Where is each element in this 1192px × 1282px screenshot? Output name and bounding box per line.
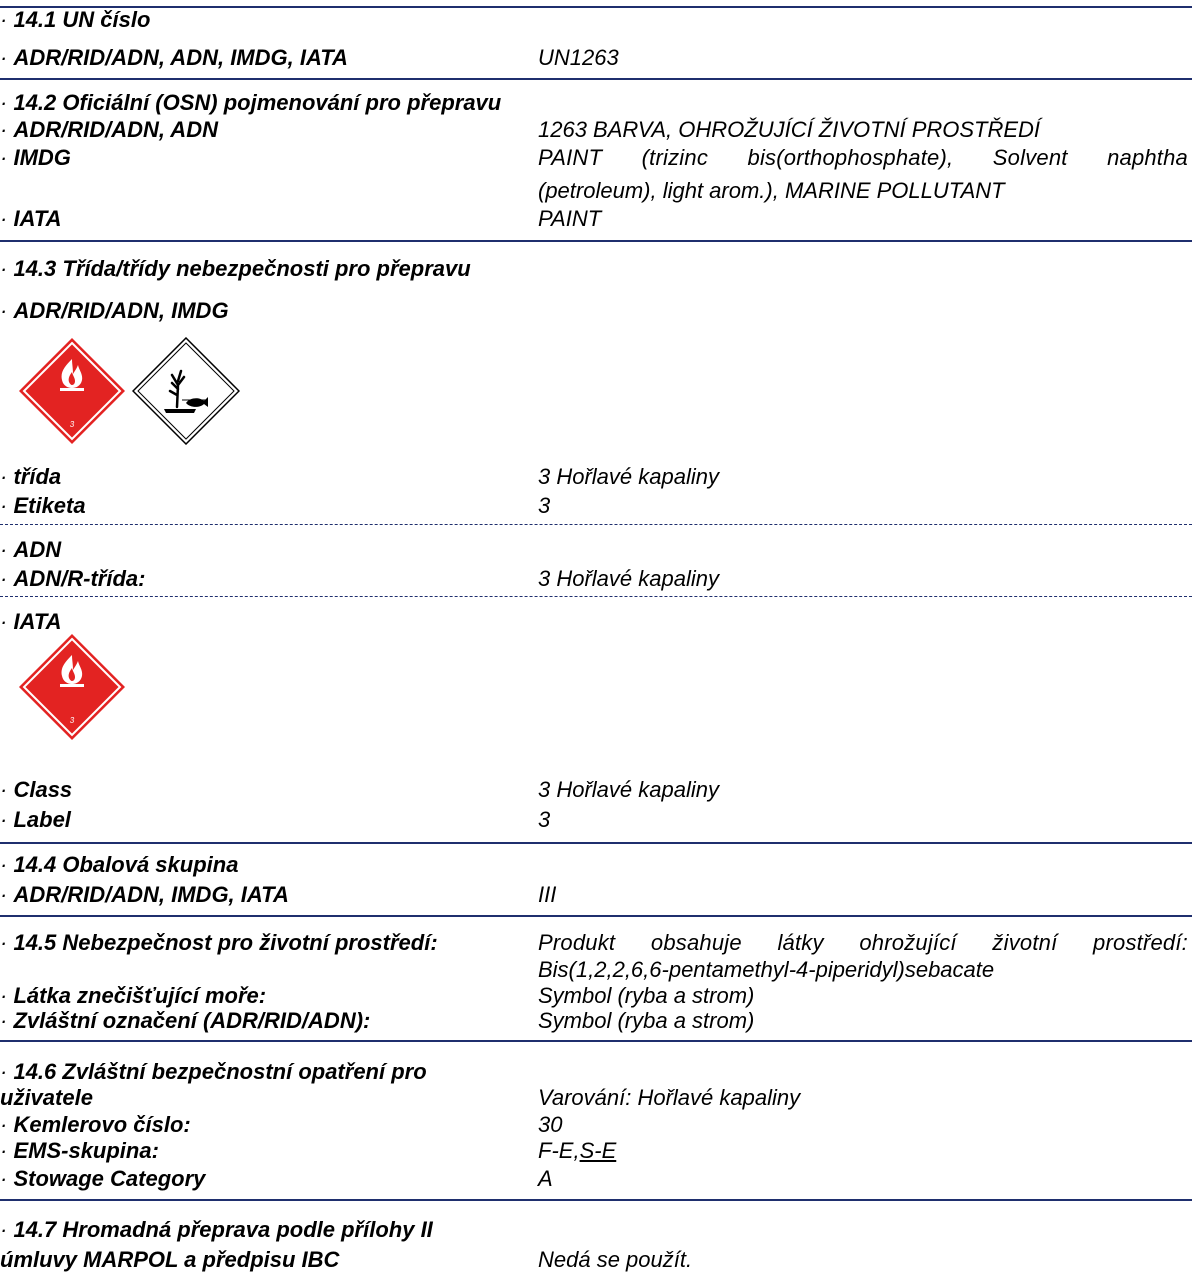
section-title-line-2: úmluvy MARPOL a předpisu IBC <box>0 1247 340 1272</box>
subsection-divider <box>0 524 1192 525</box>
section-title: 14.5 Nebezpečnost pro životní prostředí: <box>13 930 438 955</box>
field-row-continuation <box>0 958 1192 982</box>
field-row-continuation <box>0 179 1192 203</box>
field-row: · Zvláštní označení (ADR/RID/ADN): Symbol (ryba a strom) <box>0 1008 755 1033</box>
section-title-line-2: uživatele <box>0 1085 93 1110</box>
subsection-divider <box>0 596 1192 597</box>
field-value: UN1263 <box>538 45 619 70</box>
section-14-6-title: · 14.6 Zvláštní bezpečnostní opatření pro <box>0 1059 427 1084</box>
section-14-6-title-continuation <box>0 1086 1192 1110</box>
section-title: 14.1 UN číslo <box>13 7 151 32</box>
group-label: ADN <box>13 537 62 562</box>
diamond-class-number: 3 <box>69 420 75 429</box>
field-label: Class <box>13 777 73 802</box>
field-value: 30 <box>538 1112 563 1137</box>
field-value: Varování: Hořlavé kapaliny <box>538 1085 801 1110</box>
field-label: Zvláštní označení (ADR/RID/ADN): <box>13 1008 371 1033</box>
field-label: IMDG <box>13 145 71 170</box>
section-14-7-title: · 14.7 Hromadná přeprava podle přílohy II <box>0 1217 433 1242</box>
section-14-3-title: · 14.3 Třída/třídy nebezpečnosti pro přepravu <box>0 256 471 281</box>
field-row: · IMDG PAINT (trizinc bis(orthophosphate), Solvent naphtha <box>0 145 1188 170</box>
field-row: · Látka znečišťující moře: Symbol (ryba a strom) <box>0 983 755 1008</box>
flammable-liquid-diamond-icon <box>18 337 126 445</box>
field-label: Kemlerovo číslo: <box>13 1112 191 1137</box>
field-row: · ADR/RID/ADN, ADN, IMDG, IATA UN1263 <box>0 45 619 70</box>
group-label: ADR/RID/ADN, IMDG <box>13 298 229 323</box>
group-label-row: · IATA <box>0 609 62 634</box>
field-row: · Etiketa 3 <box>0 493 551 518</box>
field-label: IATA <box>13 206 62 231</box>
group-label-row: · ADN <box>0 537 62 562</box>
section-divider <box>0 842 1192 844</box>
field-row: · IATA PAINT <box>0 206 602 231</box>
section-title: 14.2 Oficiální (OSN) pojmenování pro přepravu <box>13 90 502 115</box>
section-14-2-title: · 14.2 Oficiální (OSN) pojmenování pro přepravu <box>0 90 502 115</box>
field-value: 3 <box>538 807 551 832</box>
field-label: třída <box>13 464 62 489</box>
group-label: IATA <box>13 609 62 634</box>
section-title: 14.6 Zvláštní bezpečnostní opatření pro <box>13 1059 427 1084</box>
diamond-class-number: 3 <box>69 716 75 725</box>
field-row: · třída 3 Hořlavé kapaliny <box>0 464 719 489</box>
field-value-line-2: (petroleum), light arom.), MARINE POLLUTANT <box>538 178 1005 203</box>
field-value: 3 <box>538 493 551 518</box>
field-label: ADR/RID/ADN, ADN <box>13 117 218 142</box>
field-label: Label <box>13 807 71 832</box>
field-label: ADN/R-třída: <box>13 566 146 591</box>
field-value: Symbol (ryba a strom) <box>538 1008 755 1033</box>
field-value-underlined: S-E <box>579 1138 617 1163</box>
field-row: · Class 3 Hořlavé kapaliny <box>0 777 719 802</box>
field-value: PAINT <box>538 206 602 231</box>
section-title: 14.3 Třída/třídy nebezpečnosti pro přepravu <box>13 256 471 281</box>
field-row: · 14.5 Nebezpečnost pro životní prostředí: Produkt obsahuje látky ohrožující životní prostředí: <box>0 930 1188 955</box>
section-14-1-title: · 14.1 UN číslo <box>0 7 151 32</box>
section-divider <box>0 78 1192 80</box>
field-value: 3 Hořlavé kapaliny <box>538 464 719 489</box>
field-row: · Label 3 <box>0 807 551 832</box>
field-value: 3 Hořlavé kapaliny <box>538 566 719 591</box>
field-row: · Kemlerovo číslo: 30 <box>0 1112 563 1137</box>
section-divider <box>0 1199 1192 1201</box>
field-value: F-E, <box>538 1138 580 1163</box>
field-value: A <box>538 1166 553 1191</box>
section-divider <box>0 915 1192 917</box>
section-divider <box>0 240 1192 242</box>
flammable-liquid-diamond-icon <box>18 633 126 741</box>
field-value: Symbol (ryba a strom) <box>538 983 755 1008</box>
field-row: · EMS-skupina: F-E,S-E <box>0 1138 617 1163</box>
field-label: Látka znečišťující moře: <box>13 983 267 1008</box>
section-divider <box>0 1040 1192 1042</box>
field-row: · ADN/R-třída: 3 Hořlavé kapaliny <box>0 566 719 591</box>
field-label: ADR/RID/ADN, IMDG, IATA <box>13 882 289 907</box>
field-row: · ADR/RID/ADN, ADN 1263 BARVA, OHROŽUJÍCÍ ŽIVOTNÍ PROSTŘEDÍ <box>0 117 1041 142</box>
field-value: III <box>538 882 557 907</box>
field-value: 1263 BARVA, OHROŽUJÍCÍ ŽIVOTNÍ PROSTŘEDÍ <box>538 117 1041 142</box>
field-value: PAINT (trizinc bis(orthophosphate), Solvent naphtha <box>538 145 1188 170</box>
field-value-line-2: Bis(1,2,2,6,6-pentamethyl-4-piperidyl)sebacate <box>538 957 995 982</box>
section-title: 14.7 Hromadná přeprava podle přílohy II <box>13 1217 433 1242</box>
section-title: 14.4 Obalová skupina <box>13 852 239 877</box>
environment-hazard-diamond-icon <box>132 337 240 445</box>
field-label: Etiketa <box>13 493 86 518</box>
field-label: ADR/RID/ADN, ADN, IMDG, IATA <box>13 45 348 70</box>
field-value: Produkt obsahuje látky ohrožující životní prostředí: <box>538 930 1188 955</box>
field-row: · ADR/RID/ADN, IMDG, IATA III <box>0 882 557 907</box>
section-14-4-title: · 14.4 Obalová skupina <box>0 852 239 877</box>
field-label: EMS-skupina: <box>13 1138 159 1163</box>
field-value: Nedá se použít. <box>538 1247 693 1272</box>
field-value: 3 Hořlavé kapaliny <box>538 777 719 802</box>
group-label-row: · ADR/RID/ADN, IMDG <box>0 298 229 323</box>
section-14-7-title-continuation <box>0 1248 1192 1272</box>
field-label: Stowage Category <box>13 1166 206 1191</box>
field-row: · Stowage Category A <box>0 1166 553 1191</box>
